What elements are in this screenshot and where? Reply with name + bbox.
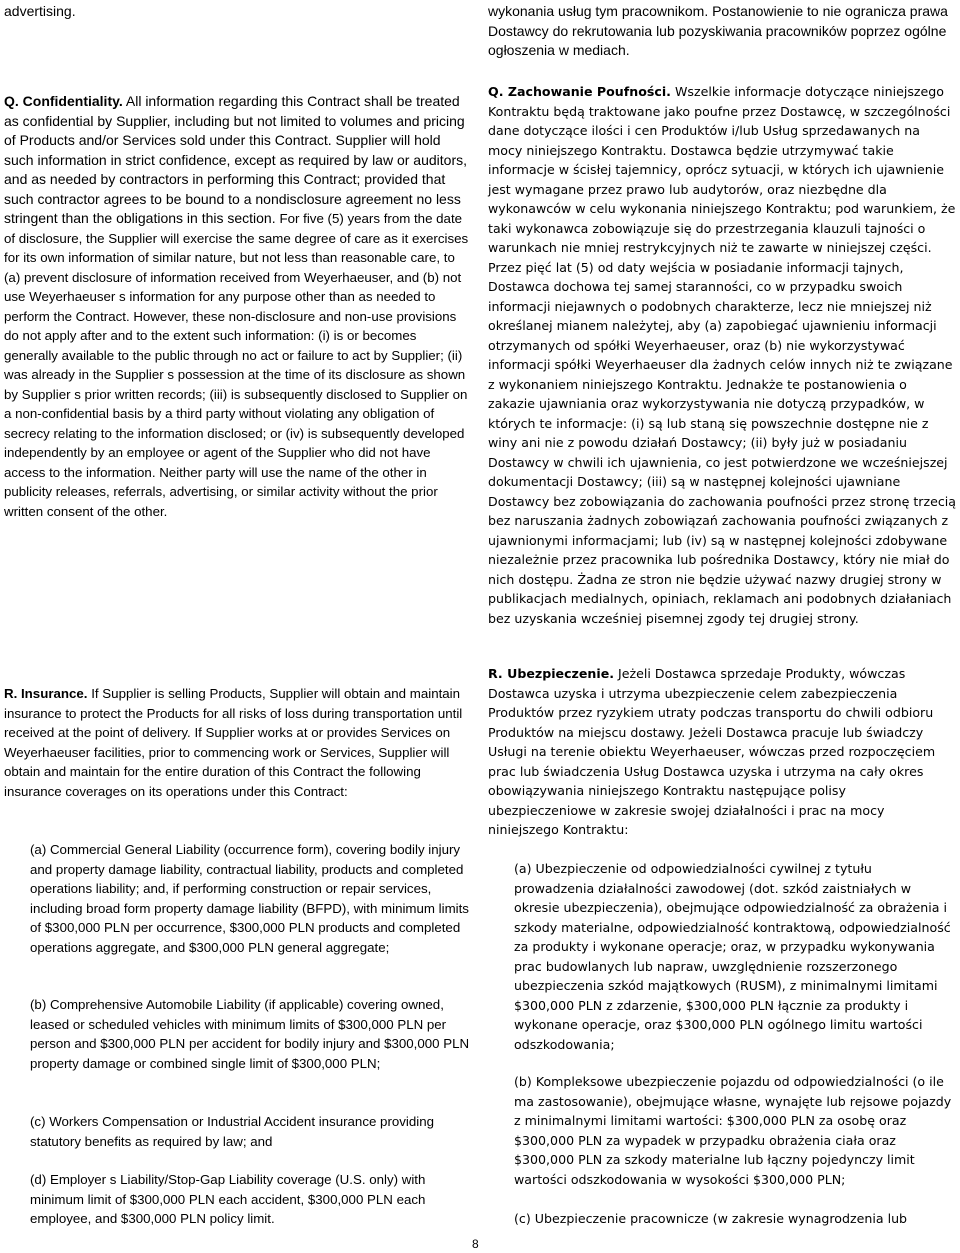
left-item-b: (b) Comprehensive Automobile Liability (if applicable) covering owned, leased or scheduled vehicles with minimum limits of $300,000 PLN per person and $300,000 PLN per accident for bodily injury and $300,000 PLN property damage or combined single limit of $300,000 PLN; [30, 997, 470, 1071]
left-item-a: (a) Commercial General Liability (occurrence form), covering bodily injury and property damage liability, contractual liability, products and completed operations liability; and, if performing construction or repair services, including broad form property damage liability (BFPD), with minimum limits of $300,000 PLN per occurrence, $300,000 PLN products and completed operations aggregate, and $300,000 PLN general aggregate; [30, 842, 469, 955]
right-item-b: (b) Kompleksowe ubezpieczenie pojazdu od odpowiedzialności (o ile ma zastosowanie), obejmujące własne, wynajęte lub rejsowe pojazdy z minimalnymi limitami wartości: $300,000 PLN za osobę oraz $300,000 PLN za wypadek w przypadku obrażenia ciała oraz $300,000 PLN za szkody materialne lub łączny pojedynczy limit wartości odszkodowania w wysokości $300,000 PLN; [514, 1074, 952, 1187]
left-q-heading: Q. Confidentiality. [4, 93, 123, 109]
left-r-body: If Supplier is selling Products, Supplier will obtain and maintain insurance to protect the Products for all risks of loss during transportation until received at the point of delivery. If Supplier works at or provides Services on Weyerhaeuser facilities, prior to commencing work or Services, Supplier will obtain and maintain for the entire duration of this Contract the following insurance coverages on its operations under this Contract: [4, 686, 463, 799]
right-top-fragment: wykonania usług tym pracownikom. Postanowienie to nie ogranicza prawa Dostawcy do rekrutowania lub pozyskiwania pracowników poprzez ogólne ogłoszenia w mediach. [488, 3, 948, 58]
right-section-q [488, 82, 956, 628]
left-top-fragment: advertising. [4, 3, 76, 19]
right-item-a: (a) Ubezpieczenie od odpowiedzialności cywilnej z tytułu prowadzenia działalności zawodowej (dot. szkód zaistniałych w okresie ubezpieczenia), obejmujące odpowiedzialność za obrażenia i szkody materialne, odpowiedzialność kontraktową, odpowiedzialność za produkty i wykonane operacje; oraz, w przypadku wykonywania prac budowlanych lub napraw, uwzględnienie rozszerzonego ubezpieczenia szkód majątkowych (RUSM), z minimalnymi limitami $300,000 PLN z zdarzenie, $300,000 PLN łącznie za produkty i wykonane operacje, oraz $300,000 PLN ogólnego limitu wartości odszkodowania; [514, 861, 951, 1052]
left-q-body-1: All information regarding this Contract shall be treated as confidential by Supplier, including but not limited to volumes and pricing of Products and/or Services sold under this Contract. Supplier will hold such information in strict confidence, except as required by law or auditors, and as needed by contractors in performing this Contract; provided that such contractor agrees to be bound to a nondisclosure agreement no less stringent than the obligations in this section. [4, 93, 468, 226]
right-q-heading: Q. Zachowanie Poufności. [488, 84, 671, 99]
left-item-c: (c) Workers Compensation or Industrial Accident insurance providing statutory benefits as required by law; and [30, 1114, 435, 1149]
right-q-body-2: Przez pięć lat (5) od daty wejścia w posiadanie informacji tajnych, Dostawca dochowa tej samej staranności, co w przypadku swoich informacji niejawnych o podobnych charakterze, lecz nie mniejszej niż określanej mianem należytej, aby (a) zapobiegać ujawnieniu informacji otrzymanych od spółki Weyerhaeuser, oraz (b) nie wykorzystywać informacji spółki Weyerhaeuser dla żadnych celów innych niż te związane z wykonaniem niniejszego Kontraktu. Jednakże te postanowienia o zakazie ujawniania oraz wykorzystywania nie dotyczą przypadków, w których te informacje: (i) są lub staną się powszechnie dostępne nie z winy ani nie z powodu działań Dostawcy; (ii) były już w posiadaniu Dostawcy w chwili ich ujawnienia, co jest potwierdzone we wcześniejszej dokumentacji Dostawcy; (iii) są w następnej kolejności ujawniane Dostawcy bez zobowiązania do zachowania poufności przez stronę trzecią bez naruszania żadnych zobowiązań zachowania poufności związanych z ujawnionymi informacjami; lub (iv) są w następnej kolejności zdobywane niezależnie przez pracownika lub pośrednika Dostawcy, który nie miał do nich dostępu. Żadna ze stron nie będzie używać nazwy drugiej strony w publikacjach medialnych, opiniach, reklamach ani podobnych działaniach bez uzyskania wcześniej pisemnej zgody tej drugiej strony. [488, 259, 956, 626]
right-r-body: Jeżeli Dostawca sprzedaje Produkty, wówczas Dostawca uzyska i utrzyma ubezpieczenie celem zabezpieczenia Produktów przez ryzykiem utraty podczas transportu do chwili odbioru Produktów na miejscu dostawy. Jeżeli Dostawca pracuje lub świadczy Usługi na terenie obiektu Weyerhaeuser, wówczas przed rozpoczęciem prac lub świadczenia Usług Dostawca uzyska i utrzyma na cały okres obowiązywania niniejszego Kontraktu następujące polisy ubezpieczeniowe w zakresie swojej działalności i prac na mocy niniejszego Kontraktu: [488, 666, 936, 837]
right-item-c: (c) Ubezpieczenie pracownicze (w zakresie wynagrodzenia lub [514, 1211, 908, 1226]
left-q-body-2: For five (5) years from the date of disclosure, the Supplier will exercise the same degree of care as it exercises for its own information of similar nature, but not less than reasonable care, to (a) prevent disclosure of information received from Weyerhaeuser, and (b) not use Weyerhaeuser s information for any purpose other than as needed to perform the Contract. However, these non-disclosure and non-use provisions do not apply after and to the extent such information: (i) is or becomes generally available to the public through no act or failure to act by Supplier; (ii) was already in the Supplier s possession at the time of its disclosure as shown by Supplier s prior written records; (iii) is subsequently disclosed to Supplier on a non-confidential basis by a third party without violating any obligation of secrecy relating to the information disclosed; or (iv) is subsequently developed independently by an employee or agent of the Supplier who did not have access to the information. Neither party will use the name of the other in publicity releases, referrals, advertising, or similar activity without the prior written consent of the other. [4, 211, 469, 519]
left-r-heading: R. Insurance. [4, 686, 88, 701]
page-number: 8 [472, 1237, 479, 1251]
left-item-d: (d) Employer s Liability/Stop-Gap Liability coverage (U.S. only) with minimum limit of $300,000 PLN each accident, $300,000 PLN each employee, and $300,000 PLN policy limit. [30, 1172, 426, 1226]
right-q-body-1: Wszelkie informacje dotyczące niniejszego Kontraktu będą traktowane jako poufne przez Dostawcę, w szczególności dane dotyczące ilości i cen Produktów i/lub Usług sprzedawanych na mocy niniejszego Kontraktu. Dostawca będzie utrzymywać takie informacje w ścisłej tajemnicy, oprócz sytuacji, w których ich ujawnienie jest wymagane przez prawo lub audytorów, oraz niezbędne dla wykonawców w celu wykonania niniejszego Kontraktu; pod warunkiem, że taki wykonawca zobowiązuje się do przestrzegania klauzuli tajności o warunkach nie mniej restrykcyjnych niż te zawarte w niniejszej części. [488, 84, 956, 255]
right-section-r [488, 664, 956, 840]
right-r-heading: R. Ubezpieczenie. [488, 666, 615, 681]
left-section-q [4, 92, 470, 521]
left-section-r [4, 684, 470, 801]
